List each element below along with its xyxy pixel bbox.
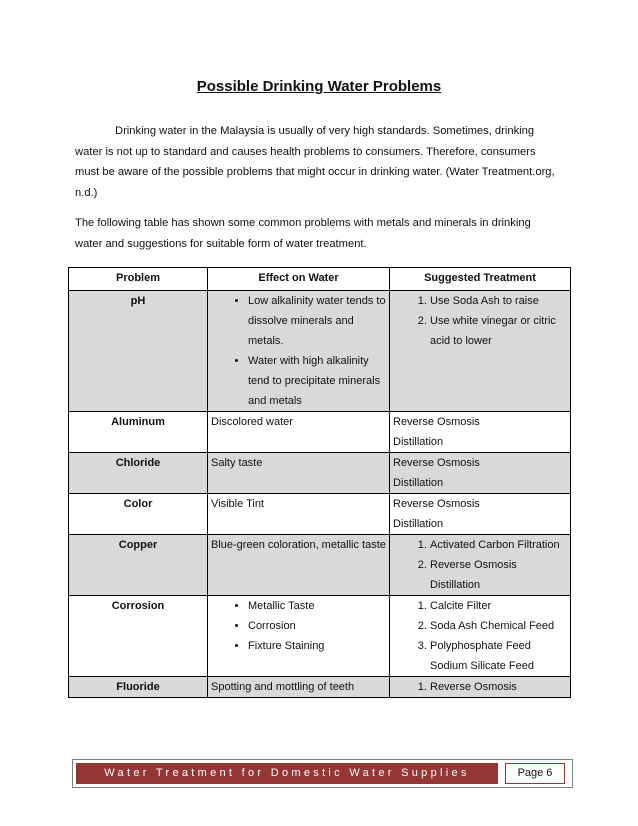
effect-item: • Low alkalinity water tends to dissolve minerals and metals. bbox=[248, 291, 386, 351]
page-footer bbox=[72, 759, 573, 788]
table-row-copper bbox=[69, 535, 571, 596]
treatment-cell bbox=[390, 596, 571, 677]
header-treatment: Suggested Treatment bbox=[390, 268, 571, 291]
table-row-ph bbox=[69, 291, 571, 412]
treatment-cell bbox=[390, 677, 571, 698]
treatment-item: 2. Use white vinegar or citric acid to lower bbox=[430, 311, 567, 351]
treatment-cell bbox=[390, 494, 571, 535]
treatment-cell bbox=[390, 535, 571, 596]
effect-cell bbox=[208, 291, 390, 412]
header-effect: Effect on Water bbox=[208, 268, 390, 291]
effect-item: • Water with high alkalinity tend to precipitate minerals and metals bbox=[248, 351, 386, 411]
treatment-item: 1. Reverse Osmosis bbox=[430, 677, 567, 697]
treatment-item: Distillation bbox=[393, 436, 444, 448]
treatment-item: 3. Polyphosphate Feed Sodium Silicate Feed bbox=[430, 636, 567, 676]
problem-cell: Copper bbox=[69, 535, 208, 596]
page-number: Page 6 bbox=[505, 763, 565, 784]
treatment-item: Distillation bbox=[393, 518, 444, 530]
table-header-row bbox=[69, 268, 571, 291]
table-row-corrosion bbox=[69, 596, 571, 677]
effect-cell: Spotting and mottling of teeth bbox=[208, 677, 390, 698]
problem-cell: Chloride bbox=[69, 453, 208, 494]
problem-cell: Aluminum bbox=[69, 412, 208, 453]
problem-cell: Fluoride bbox=[69, 677, 208, 698]
intro-paragraph: Drinking water in the Malaysia is usually of very high standards. Sometimes, drinking water is not up to standard and causes health problems to consumers. Therefore, consumers must be aware of the possible problems that might occur in drinking water. (Water Treatment.org, n.d.) bbox=[75, 125, 555, 199]
effect-cell: Blue-green coloration, metallic taste bbox=[208, 535, 390, 596]
effect-cell: Salty taste bbox=[208, 453, 390, 494]
header-problem: Problem bbox=[69, 268, 208, 291]
treatment-item: Reverse Osmosis bbox=[393, 498, 480, 510]
table-intro-paragraph: The following table has shown some common problems with metals and minerals in drinking water and suggestions for suitable form of water treatment. bbox=[75, 217, 531, 250]
treatment-cell bbox=[390, 453, 571, 494]
problem-cell: Color bbox=[69, 494, 208, 535]
water-problems-table bbox=[68, 267, 571, 698]
page-title: Possible Drinking Water Problems bbox=[196, 78, 442, 95]
table-row-aluminum bbox=[69, 412, 571, 453]
treatment-item: 2. Reverse Osmosis Distillation bbox=[430, 555, 567, 595]
treatment-item: 1. Calcite Filter bbox=[430, 596, 567, 616]
effect-cell: Discolored water bbox=[208, 412, 390, 453]
problem-cell: Corrosion bbox=[69, 596, 208, 677]
effect-item: • Metallic Taste bbox=[248, 596, 386, 616]
footer-title: Water Treatment for Domestic Water Supplies bbox=[76, 763, 498, 784]
table-row-chloride bbox=[69, 453, 571, 494]
problem-cell: pH bbox=[69, 291, 208, 412]
effect-cell bbox=[208, 596, 390, 677]
treatment-item: Distillation bbox=[393, 477, 444, 489]
treatment-item: 2. Soda Ash Chemical Feed bbox=[430, 616, 567, 636]
treatment-item: Reverse Osmosis bbox=[393, 416, 480, 428]
treatment-item: 1. Use Soda Ash to raise bbox=[430, 291, 567, 311]
treatment-item: 1. Activated Carbon Filtration bbox=[430, 535, 567, 555]
effect-item: • Fixture Staining bbox=[248, 636, 386, 656]
effect-item: • Corrosion bbox=[248, 616, 386, 636]
effect-cell: Visible Tint bbox=[208, 494, 390, 535]
treatment-item: Reverse Osmosis bbox=[393, 457, 480, 469]
treatment-cell bbox=[390, 412, 571, 453]
table-row-color bbox=[69, 494, 571, 535]
treatment-cell bbox=[390, 291, 571, 412]
table-row-fluoride bbox=[69, 677, 571, 698]
